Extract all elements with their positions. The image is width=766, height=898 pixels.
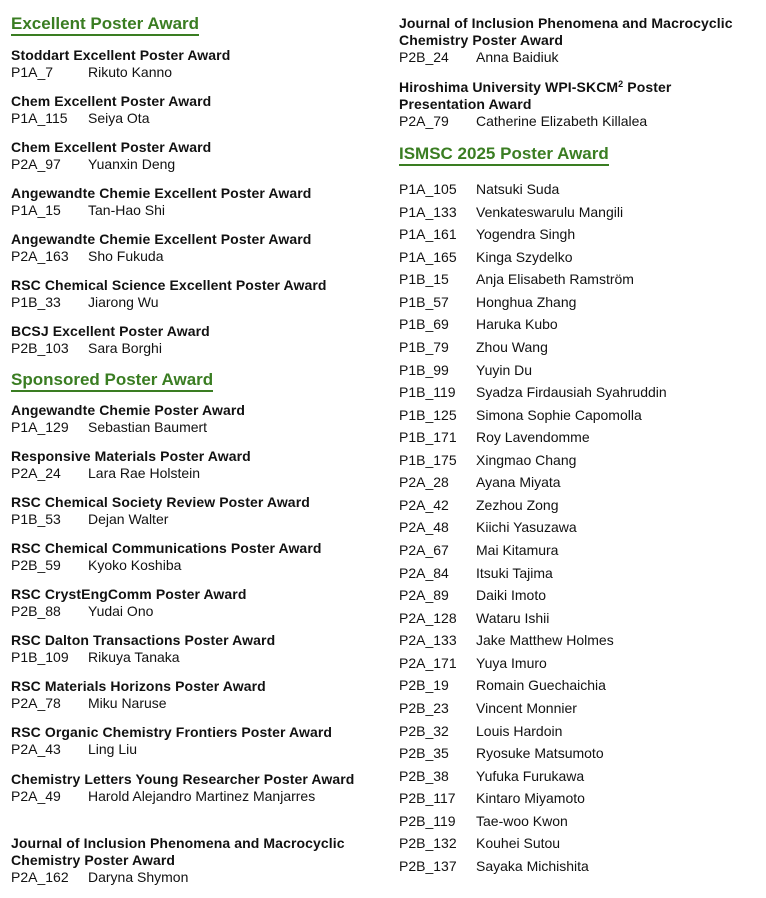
poster-id: P2A_43 <box>11 741 61 757</box>
recipient-name: Yuyin Du <box>476 361 533 378</box>
recipient-name: Haruka Kubo <box>476 316 558 333</box>
list-item <box>399 449 759 472</box>
award-name: RSC Dalton Transactions Poster Award <box>11 632 276 648</box>
poster-id: P1B_99 <box>399 361 449 378</box>
poster-id: P1A_129 <box>11 419 69 435</box>
excellent-award-heading: Excellent Poster Award <box>11 14 199 36</box>
poster-id: P2A_49 <box>11 788 61 804</box>
list-item <box>399 404 759 427</box>
poster-id: P2A_133 <box>399 632 457 649</box>
list-item <box>399 584 759 607</box>
list-item <box>399 855 759 878</box>
recipient-name: Jake Matthew Holmes <box>476 632 614 649</box>
poster-id: P2B_132 <box>399 835 457 852</box>
poster-id: P2A_48 <box>399 519 449 536</box>
award-name: Chem Excellent Poster Award <box>11 139 212 155</box>
recipient-name: Zhou Wang <box>476 338 548 355</box>
poster-id: P2A_84 <box>399 564 449 581</box>
list-item <box>399 810 759 833</box>
award-entry <box>11 323 210 357</box>
recipient-name: Kiichi Yasuzawa <box>476 519 577 536</box>
recipient-name: Kouhei Sutou <box>476 835 561 852</box>
poster-id: P1B_171 <box>399 429 457 446</box>
poster-id: P1B_15 <box>399 271 449 288</box>
poster-id: P2A_67 <box>399 542 449 558</box>
award-entry <box>11 93 211 127</box>
recipient-name: Yuya Imuro <box>476 654 547 671</box>
recipient-name: Daryna Shymon <box>88 869 189 885</box>
recipient-name: Sayaka Michishita <box>476 857 589 874</box>
award-entry <box>399 15 759 66</box>
poster-id: P2A_163 <box>11 248 69 264</box>
list-item <box>399 359 759 382</box>
list-item <box>399 381 759 404</box>
poster-id: P2A_78 <box>11 695 61 711</box>
poster-id: P1B_119 <box>399 384 456 401</box>
recipient-name: Yudai Ono <box>88 603 154 619</box>
recipient-name: Louis Hardoin <box>476 722 563 739</box>
award-entry <box>11 402 245 436</box>
poster-id: P1B_79 <box>399 338 449 355</box>
list-item <box>399 742 759 765</box>
list-item <box>399 629 759 652</box>
poster-id: P2A_28 <box>399 474 449 491</box>
award-name: Angewandte Chemie Excellent Poster Award <box>11 185 312 201</box>
poster-id: P1B_33 <box>11 294 61 310</box>
list-item <box>399 516 759 539</box>
award-entry <box>11 771 367 805</box>
recipient-name: Mai Kitamura <box>476 542 559 558</box>
recipient-name: Sebastian Baumert <box>88 419 208 435</box>
list-item <box>399 178 759 201</box>
award-entry <box>11 586 247 620</box>
list-item <box>399 223 759 246</box>
recipient-name: Dejan Walter <box>88 511 169 527</box>
recipient-name: Venkateswarulu Mangili <box>476 203 624 220</box>
award-name: RSC Organic Chemistry Frontiers Poster Award <box>11 724 333 740</box>
award-name-part2: Poster Presentation Award <box>399 79 672 112</box>
award-name: RSC Chemical Communications Poster Award <box>11 540 322 556</box>
list-item <box>399 291 759 314</box>
poster-id: P1B_175 <box>399 451 457 468</box>
list-item <box>399 313 759 336</box>
recipient-name: Ryosuke Matsumoto <box>476 745 604 762</box>
recipient-name: Rikuya Tanaka <box>88 649 180 665</box>
recipient-name: Anja Elisabeth Ramström <box>476 271 634 288</box>
list-item <box>399 471 759 494</box>
award-name: RSC Chemical Society Review Poster Award <box>11 494 310 510</box>
list-item <box>399 674 759 697</box>
award-entry <box>11 47 230 81</box>
award-entry <box>11 540 322 574</box>
award-name: RSC CrystEngComm Poster Award <box>11 586 247 602</box>
poster-id: P2B_24 <box>399 49 449 65</box>
recipient-name: Ling Liu <box>88 741 138 757</box>
poster-id: P2A_162 <box>11 869 69 885</box>
recipient-name: Kyoko Koshiba <box>88 557 182 573</box>
recipient-name: Syadza Firdausiah Syahruddin <box>476 384 667 401</box>
award-entry <box>11 231 311 265</box>
recipient-name: Daiki Imoto <box>476 587 547 604</box>
poster-id: P2B_35 <box>399 745 449 762</box>
recipient-name: Romain Guechaichia <box>476 677 606 694</box>
poster-id: P1A_105 <box>399 181 457 197</box>
recipient-name: Tae-woo Kwon <box>476 812 568 829</box>
poster-id: P2B_88 <box>11 603 61 619</box>
ismsc-award-heading: ISMSC 2025 Poster Award <box>399 144 609 166</box>
recipient-name: Honghua Zhang <box>476 293 577 310</box>
sponsored-award-heading: Sponsored Poster Award <box>11 370 213 392</box>
poster-id: P1B_69 <box>399 316 449 333</box>
poster-id: P2A_24 <box>11 465 61 481</box>
award-entry <box>11 185 311 219</box>
recipient-name: Seiya Ota <box>88 110 150 126</box>
award-name: Journal of Inclusion Phenomena and Macrocyclic Chemistry Poster Award <box>11 835 345 868</box>
recipient-name: Ayana Miyata <box>476 474 561 491</box>
list-item <box>399 765 759 788</box>
poster-id: P1B_53 <box>11 511 61 527</box>
poster-id: P2B_137 <box>399 857 457 874</box>
recipient-name: Wataru Ishii <box>476 609 550 626</box>
poster-id: P2B_119 <box>399 812 456 829</box>
award-entry <box>11 139 211 173</box>
list-item <box>399 201 759 224</box>
recipient-name: Tan-Hao Shi <box>88 202 166 218</box>
recipient-name: Yogendra Singh <box>476 226 576 243</box>
poster-id: P2B_59 <box>11 557 61 573</box>
award-name: Chem Excellent Poster Award <box>11 93 212 109</box>
poster-id: P2B_23 <box>399 699 449 716</box>
recipient-name: Rikuto Kanno <box>88 64 173 80</box>
award-name: Stoddart Excellent Poster Award <box>11 47 231 63</box>
recipient-name: Yufuka Furukawa <box>476 767 585 784</box>
list-item <box>399 426 759 449</box>
list-item <box>399 697 759 720</box>
list-item <box>399 720 759 743</box>
recipient-name: Miku Naruse <box>88 695 167 711</box>
list-item <box>399 787 759 810</box>
poster-id: P1B_125 <box>399 406 457 423</box>
list-item <box>399 562 759 585</box>
list-item <box>399 336 759 359</box>
recipient-name: Anna Baidiuk <box>476 49 559 65</box>
award-name <box>399 79 759 113</box>
poster-id: P1A_15 <box>11 202 61 218</box>
award-name: RSC Chemical Science Excellent Poster Award <box>11 277 327 293</box>
poster-id: P2B_117 <box>399 790 456 807</box>
recipient-name: Yuanxin Deng <box>88 156 176 172</box>
poster-id: P2A_79 <box>399 113 449 129</box>
award-entry <box>11 448 251 482</box>
award-name: RSC Materials Horizons Poster Award <box>11 678 266 694</box>
award-name: BCSJ Excellent Poster Award <box>11 323 210 339</box>
superscript: 2 <box>618 79 624 89</box>
recipient-name: Catherine Elizabeth Killalea <box>476 113 648 129</box>
poster-id: P1A_7 <box>11 64 54 80</box>
recipient-name: Sho Fukuda <box>88 248 164 264</box>
award-name: Angewandte Chemie Excellent Poster Award <box>11 231 312 247</box>
poster-id: P2A_128 <box>399 609 457 626</box>
recipient-name: Lara Rae Holstein <box>88 465 201 481</box>
poster-id: P2B_19 <box>399 677 449 694</box>
poster-id: P1B_109 <box>11 649 69 665</box>
poster-id: P2B_38 <box>399 767 449 784</box>
recipient-name: Simona Sophie Capomolla <box>476 406 642 423</box>
poster-id: P1A_161 <box>399 226 457 243</box>
recipient-name: Itsuki Tajima <box>476 564 553 581</box>
award-name: Journal of Inclusion Phenomena and Macrocyclic Chemistry Poster Award <box>399 15 733 48</box>
recipient-name: Sara Borghi <box>88 340 162 356</box>
list-item <box>399 832 759 855</box>
list-item <box>399 652 759 675</box>
award-entry <box>11 835 371 886</box>
recipient-name: Roy Lavendomme <box>476 429 590 446</box>
recipient-name: Jiarong Wu <box>88 294 159 310</box>
list-item <box>399 268 759 291</box>
poster-id: P1A_165 <box>399 248 457 265</box>
poster-id: P1A_115 <box>11 110 68 126</box>
poster-id: P1A_133 <box>399 203 457 220</box>
recipient-name: Zezhou Zong <box>476 496 559 513</box>
ismsc-recipient-list <box>399 178 759 877</box>
list-item <box>399 246 759 269</box>
award-entry <box>399 79 759 130</box>
poster-id: P2B_103 <box>11 340 69 356</box>
recipient-name: Kinga Szydelko <box>476 248 573 265</box>
award-entry <box>11 678 266 712</box>
poster-id: P1B_57 <box>399 293 449 310</box>
recipient-name: Natsuki Suda <box>476 181 560 197</box>
list-item <box>399 539 759 562</box>
recipient-name: Harold Alejandro Martinez Manjarres <box>88 788 316 804</box>
award-name: Chemistry Letters Young Researcher Poster Award <box>11 771 355 787</box>
poster-id: P2A_89 <box>399 587 449 604</box>
recipient-name: Kintaro Miyamoto <box>476 790 585 807</box>
poster-id: P2A_42 <box>399 496 449 513</box>
award-name-part1: Hiroshima University WPI-SKCM <box>399 79 619 95</box>
award-name: Responsive Materials Poster Award <box>11 448 251 464</box>
poster-id: P2A_171 <box>399 654 457 671</box>
recipient-name: Xingmao Chang <box>476 451 577 468</box>
poster-id: P2A_97 <box>11 156 61 172</box>
award-entry <box>11 632 275 666</box>
recipient-name: Vincent Monnier <box>476 699 577 716</box>
award-name: Angewandte Chemie Poster Award <box>11 402 246 418</box>
award-entry <box>11 277 327 311</box>
award-entry <box>11 494 310 528</box>
award-entry <box>11 724 332 758</box>
poster-id: P2B_32 <box>399 722 449 739</box>
list-item <box>399 494 759 517</box>
list-item <box>399 607 759 630</box>
